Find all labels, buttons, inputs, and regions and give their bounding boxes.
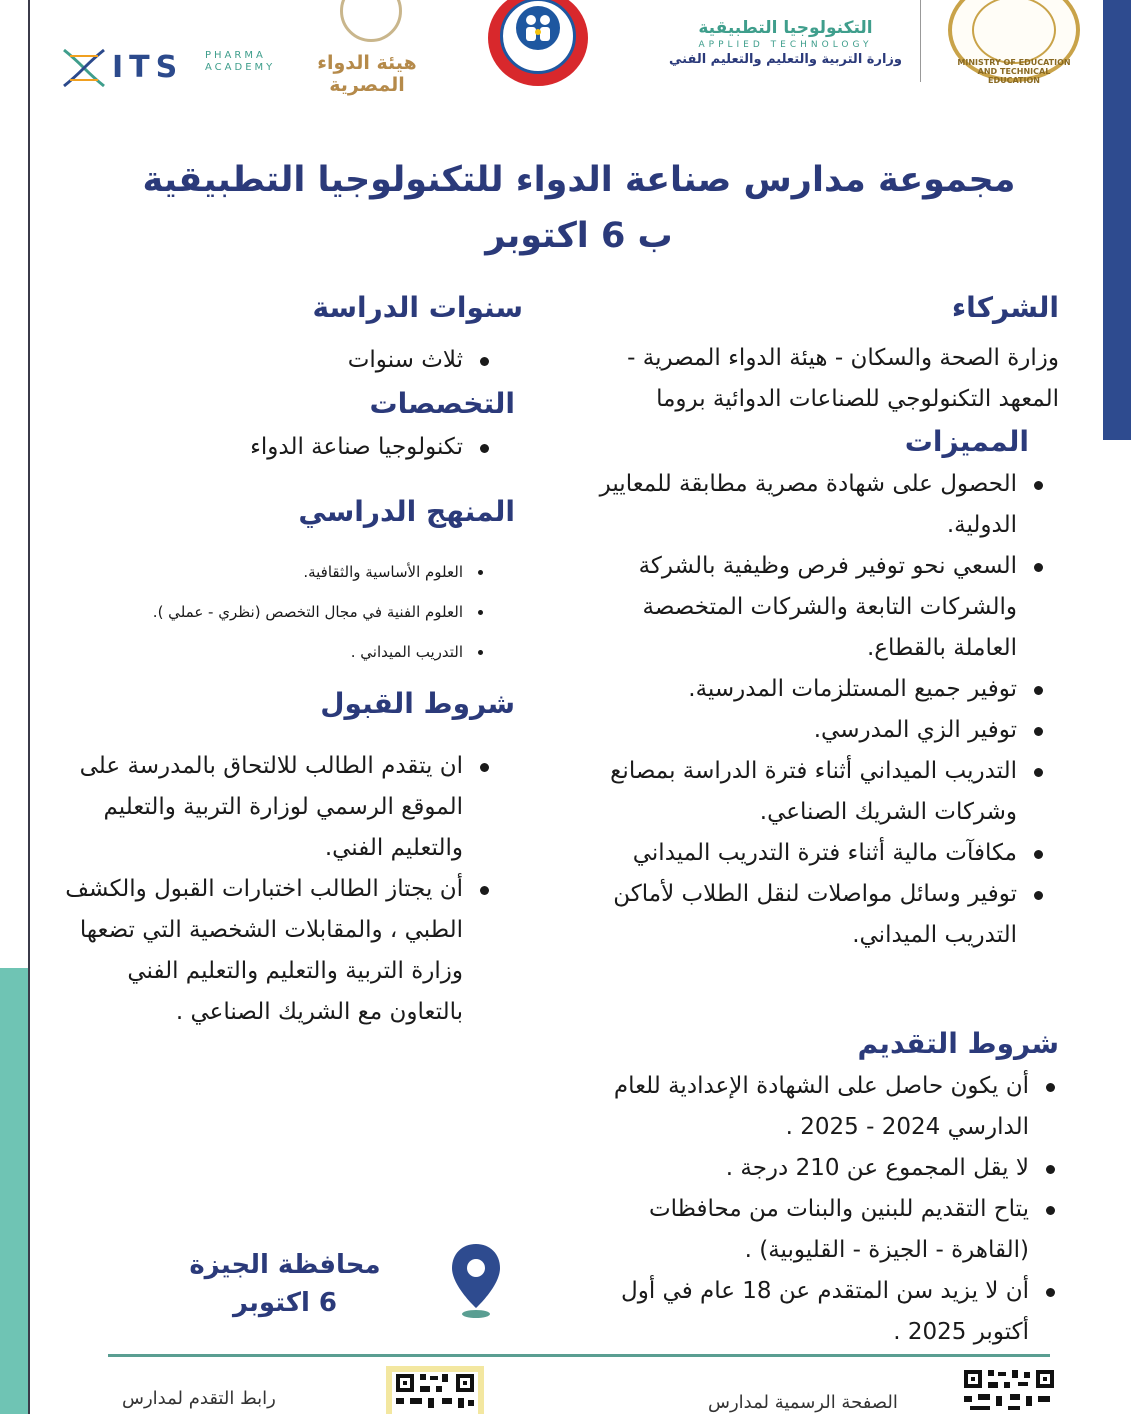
- list-item: التدريب الميداني .: [63, 632, 463, 672]
- list-item: العلوم الأساسية والثقافية.: [63, 552, 463, 592]
- admission-list: [48, 746, 493, 1033]
- list-item: أن يجتاز الطالب اختبارات القبول والكشف الطبي ، والمقابلات الشخصية التي تضعها وزارة التربية والتعليم والتعليم الفني بالتعاون مع الشريك الصناعي .: [48, 869, 463, 1033]
- partners-line1: وزارة الصحة والسكان - هيئة الدواء المصرية -: [627, 345, 1059, 371]
- features-list: [572, 464, 1047, 956]
- list-item: توفير الزي المدرسي.: [572, 710, 1017, 751]
- at-logo-ministry: وزارة التربية والتعليم والتعليم الفني: [669, 52, 902, 67]
- page-frame-line: [28, 0, 30, 1414]
- apply-conditions-list: [569, 1066, 1059, 1353]
- apply-link-label: رابط التقدم لمدارس: [122, 1388, 276, 1409]
- list-item: أن لا يزيد سن المتقدم عن 18 عام في أول أكتوبر 2025 .: [569, 1271, 1029, 1353]
- dna-icon: [60, 46, 108, 90]
- at-logo-english: APPLIED TECHNOLOGY: [698, 40, 873, 50]
- list-item: الحصول على شهادة مصرية مطابقة للمعايير الدولية.: [572, 464, 1017, 546]
- specializations-heading: التخصصات: [369, 387, 515, 420]
- partners-heading: الشركاء: [951, 291, 1059, 324]
- location-pin-icon: [448, 1242, 504, 1320]
- eda-logo: [312, 0, 422, 95]
- list-item: التدريب الميداني أثناء فترة الدراسة بمصانع وشركات الشريك الصناعي.: [572, 751, 1017, 833]
- list-item: يتاح التقديم للبنين والبنات من محافظات (القاهرة - الجيزة - القليوبية) .: [569, 1189, 1029, 1271]
- list-item: السعي نحو توفير فرص وظيفية بالشركة والشركات التابعة والشركات المتخصصة العاملة بالقطاع.: [572, 546, 1017, 669]
- study-years-list: [63, 340, 493, 381]
- page-title-line1: مجموعة مدارس صناعة الدواء للتكنولوجيا التطبيقية: [142, 160, 1016, 200]
- right-column: [529, 288, 1059, 956]
- ministry-of-education-logo: [946, 0, 1086, 84]
- specializations-list: [63, 427, 493, 468]
- left-accent-bar: [0, 968, 28, 1414]
- location-governorate: محافظة الجيزة: [189, 1250, 381, 1280]
- list-item: ثلاث سنوات: [63, 340, 463, 381]
- right-accent-bar: [1103, 0, 1131, 440]
- header-divider: [920, 0, 921, 82]
- eda-emblem-icon: [340, 0, 402, 42]
- its-logo-word: ITS: [112, 50, 184, 85]
- moe-logo-text: MINISTRY OF EDUCATION AND TECHNICAL EDUCATION: [957, 58, 1071, 85]
- curriculum-list: [63, 552, 489, 672]
- ministry-of-health-logo: [488, 0, 592, 90]
- apply-qr-code[interactable]: [386, 1366, 484, 1414]
- family-icon: [516, 6, 560, 50]
- official-page-qr-code[interactable]: [960, 1366, 1058, 1414]
- list-item: توفير جميع المستلزمات المدرسية.: [572, 669, 1017, 710]
- location-text: [180, 1246, 390, 1322]
- its-pharma-logo: [60, 44, 280, 94]
- footer-divider: [108, 1354, 1050, 1357]
- admission-heading: شروط القبول: [320, 687, 515, 720]
- page-title: [100, 152, 1058, 264]
- eda-logo-text: هيئة الدواء المصرية: [317, 52, 417, 96]
- list-item: تكنولوجيا صناعة الدواء: [63, 427, 463, 468]
- curriculum-heading: المنهج الدراسي: [298, 495, 515, 528]
- location-city: 6 اكتوبر: [232, 1288, 338, 1318]
- partners-line2: المعهد التكنولوجي للصناعات الدوائية بروما: [656, 386, 1059, 412]
- applied-technology-logo: [668, 18, 903, 82]
- official-page-label: الصفحة الرسمية لمدارس: [708, 1392, 898, 1413]
- at-logo-arabic: التكنولوجيا التطبيقية: [698, 18, 873, 38]
- features-heading: المميزات: [904, 425, 1029, 458]
- apply-conditions-heading: شروط التقديم: [857, 1027, 1059, 1060]
- apply-conditions-section: [559, 1022, 1059, 1353]
- list-item: لا يقل المجموع عن 210 درجة .: [569, 1148, 1029, 1189]
- list-item: العلوم الفنية في مجال التخصص (نظري - عملي ).: [63, 592, 463, 632]
- list-item: ان يتقدم الطالب للالتحاق بالمدرسة على الموقع الرسمي لوزارة التربية والتعليم والتعليم الفني.: [48, 746, 463, 869]
- study-years-heading: سنوات الدراسة: [312, 291, 523, 324]
- page-title-line2: ب 6 اكتوبر: [485, 216, 673, 256]
- list-item: أن يكون حاصل على الشهادة الإعدادية للعام الدارسي 2024 - 2025 .: [569, 1066, 1029, 1148]
- partners-text: [529, 338, 1059, 420]
- its-logo-sub: PHARMA ACADEMY: [205, 50, 276, 73]
- left-column: [63, 288, 523, 1033]
- list-item: مكافآت مالية أثناء فترة التدريب الميداني: [572, 833, 1017, 874]
- list-item: توفير وسائل مواصلات لنقل الطلاب لأماكن التدريب الميداني.: [572, 874, 1017, 956]
